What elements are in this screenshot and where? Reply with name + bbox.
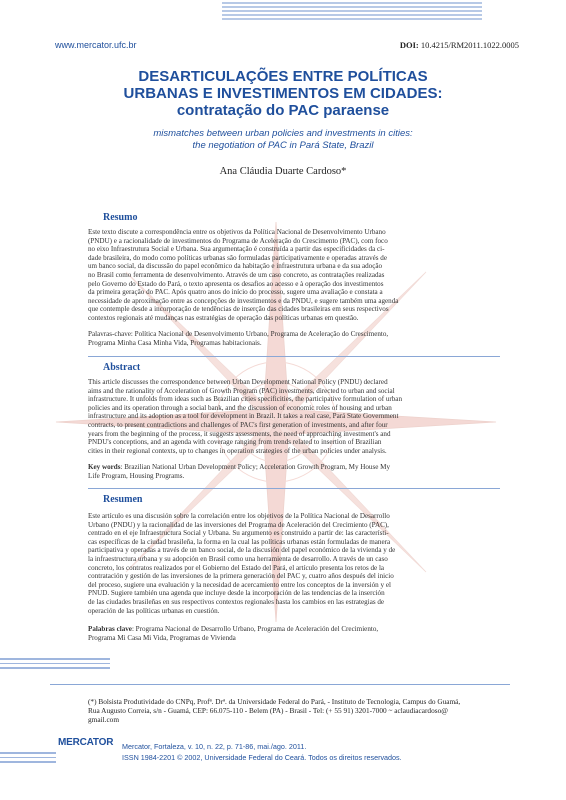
footnote-line: (*) Bolsista Produtividade do CNPq, Profª. Drª. da Universidade Federal do Pará, - Instituto de Tecnologia, Campus do Guamá, (88, 697, 461, 706)
resumo-keywords (88, 330, 500, 347)
abstract-line: infrastructure and its adoption as a tool for development in Brazil. It takes a real case, Pará State Government (88, 412, 399, 421)
resumen-line: contratación y gestión de las inversiones de la primera generación del PAC y, cuatro años después del inicio (88, 572, 394, 581)
resumen-line: del proceso, sugiere una evaluación y la necesidad de acercamiento entre los conceptos de la inversión y el (88, 580, 391, 589)
abstract-line: This article discusses the correspondence between Urban Development National Policy (PNDU) declared (88, 378, 388, 386)
footnote-line: Rua Augusto Correia, s/n - Guamá, CEP: 66.075-110 - Belem (PA) - Brasil - Tel: (+ 55 91) 3201-7000 ~ aclaudiacardoso@ (88, 706, 448, 716)
keywords-line: : Programa Nacional de Desarrollo Urbano, Programa de Aceleración del Crecimiento, (131, 625, 379, 633)
doi-value[interactable]: 10.4215/RM2011.1022.0005 (420, 40, 519, 50)
footnote-divider (50, 684, 510, 685)
abstract-line: infrastructure. It unfolds from ideas such as Brazilian cities specificities, the participative formulation of urban (88, 395, 402, 404)
abstract-line: aims and the rationality of Acceleration of Growth Program (PAC) investments, directed to urban and social (88, 386, 395, 395)
abstract-line: cities in their regional contexts, up to changes in operation strategies of the urban policies under analysis. (88, 446, 387, 455)
resumen-line: participativa y operadas a través de un banco social, de la discusión del papel económico de la vivienda y de (88, 546, 396, 555)
resumo-line: um banco social, da discussão do papel econômico da habitação e infraestrutura urbana e da sua adoção (88, 262, 383, 271)
abstract-line: years from the beginning of the process, it suggests assessments, the need of approaching investment's and (88, 429, 391, 438)
resumen-line: centrado en el eje Infraestructura Social y Urbana. Su argumento es construido a partir de: las característi- (88, 529, 389, 538)
section-divider (88, 356, 500, 357)
palavras-chave-label: Palavras-chave: (88, 330, 133, 338)
journal-info (122, 741, 402, 763)
subtitle-line-1: mismatches between urban policies and investments in cities: (153, 128, 413, 139)
resumen-line: de las ciudades brasileñas en sus respectivos contextos regionales hasta los cambios en las estrategias de (88, 597, 385, 606)
keywords-line: Programa Mi Casa Mi Vida, Programas de Vivienda (88, 633, 236, 642)
abstract-line: PNDU's conceptions, and an agenda with coverage ranging from trends related to insertion of Brazilian (88, 438, 382, 447)
article-title (60, 68, 506, 119)
resumo-line: contextos regionais até mudanças nas estratégias de operação das políticas urbanas em questão. (88, 313, 359, 322)
palabras-clave-label: Palabras clave (88, 625, 132, 633)
resumo-heading: Resumo (103, 212, 138, 223)
resumen-line: operación de las políticas urbanas en cuestión. (88, 606, 220, 615)
left-decorative-stripes (0, 658, 110, 672)
abstract-heading: Abstract (103, 362, 141, 373)
resumen-line: la infraestructura urbana y su adopción en Brasil como una herramienta de desarrollo. A través de un caso (88, 554, 388, 563)
resumo-line: no eixo Infraestrutura Social e Urbana. Sua argumentação é construída a partir das especificidades da ci- (88, 245, 385, 254)
resumen-keywords (88, 625, 500, 642)
english-title (60, 128, 506, 152)
title-line-2: URBANAS E INVESTIMENTOS EM CIDADES: (123, 85, 443, 102)
resumo-line: que contemple desde a incorporação de tendências de inserção das cidades brasileiras em seus respectivos (88, 305, 389, 314)
key-words-label: Key words (88, 463, 121, 471)
author-name: Ana Cláudia Duarte Cardoso* (219, 166, 347, 177)
author-footnote (88, 697, 500, 725)
resumo-line: necessidade de aproximação entre as concepções de investimentos e da PNDU, e sugere também uma agenda (88, 296, 399, 305)
resumo-line: dade brasileira, do modo como políticas urbanas são formuladas participativamente e operadas através de (88, 253, 388, 262)
journal-issn: ISSN 1984-2201 © 2002, Universidade Federal do Ceará. Todos os direitos reservados. (122, 753, 402, 762)
resumo-line: da primeira geração do PAC. Após quatro anos do início do processo, sugere uma avaliação e constata a (88, 288, 383, 297)
resumen-heading: Resumen (103, 494, 143, 505)
resumo-line: Este texto discute a correspondência entre os objetivos da Política Nacional de Desenvolvimento Urbano (88, 228, 386, 236)
keywords-line: Programa Minha Casa Minha Vida, Programas habitacionais. (88, 338, 262, 347)
keywords-line: Política Nacional de Desenvolvimento Urbano, Programa de Aceleração do Crescimento, (132, 330, 389, 338)
section-divider (88, 488, 500, 489)
abstract-body (88, 378, 500, 455)
resumen-line: cas específicas de la ciudad brasileña, la forma en la cual las políticas urbanas están formuladas de manera (88, 537, 391, 546)
resumen-line: PNUD. Sugiere también una agenda que incluye desde la incorporación de las tendencias de la inserción (88, 589, 385, 598)
journal-citation: Mercator, Fortaleza, v. 10, n. 22, p. 71-86, mai./ago. 2011. (122, 742, 307, 751)
resumo-body (88, 228, 500, 323)
abstract-line: policies and its operation through a social bank, and the discussion of economic roles of housing and urban (88, 403, 392, 412)
doi-label: DOI: (399, 40, 419, 50)
resumo-line: (PNDU) e a racionalidade de investimentos do Programa de Aceleração do Crescimento (PAC), com foco (88, 236, 388, 245)
doi (400, 40, 519, 50)
journal-url[interactable]: www.mercator.ufc.br (55, 40, 137, 50)
subtitle-line-2: the negotiation of PAC in Pará State, Brazil (192, 140, 374, 151)
footnote-line[interactable]: gmail.com (88, 715, 120, 725)
keywords-line: : Brazilian National Urban Development Policy; Acceleration Growth Program, My House My (120, 463, 391, 471)
abstract-line: contracts, to present contradictions and challenges of PAC's first generation of investments, and after four (88, 420, 388, 429)
bottom-left-stripes (0, 752, 56, 766)
resumen-line: Urbano (PNDU) y la racionalidad de las inversiones del Programa de Aceleración del Crecimiento (PAC), (88, 520, 389, 529)
resumo-line: no Brasil como ferramenta de desenvolvimento. Através de um caso concreto, as contratações realizadas (88, 270, 385, 279)
resumo-line: pelo Governo do Estado do Pará, o texto apresenta os desafios ao acesso e à operação dos investimentos (88, 279, 384, 288)
keywords-line: Life Program, Housing Programs. (88, 471, 185, 480)
abstract-keywords (88, 463, 500, 480)
mercator-logo: MERCATOR (58, 737, 114, 748)
title-line-1: DESARTICULAÇÕES ENTRE POLÍTICAS (138, 68, 428, 85)
resumen-body (88, 512, 500, 615)
resumen-line: concreto, los contratos realizados por el Gobierno del Estado del Pará, el artículo presenta los retos de la (88, 563, 385, 572)
resumen-line: Este artículo es una discusión sobre la correlación entre los objetivos de la Política Nacional de Desarrollo (88, 512, 390, 520)
title-line-3: contratação do PAC paraense (176, 102, 390, 119)
top-decorative-stripes (222, 0, 482, 22)
